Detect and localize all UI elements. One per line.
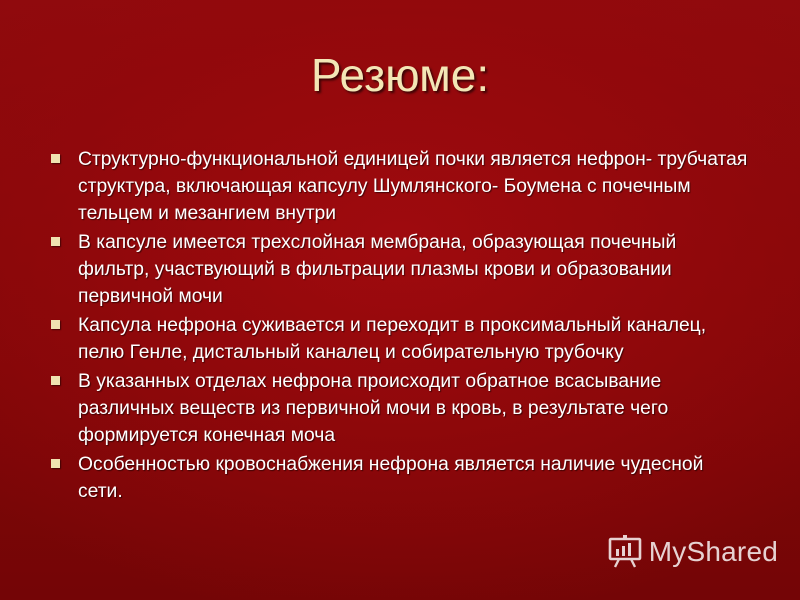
presentation-board-icon — [607, 534, 643, 570]
bullet-text: Капсула нефрона суживается и переходит в проксимальный каналец, пелю Генле, дистальный каналец и собирательную трубочку — [78, 315, 707, 363]
bullet-item — [48, 229, 748, 310]
bullet-text: В капсуле имеется трехслойная мембрана, образующая почечный фильтр, участвующий в фильтрации плазмы крови и образовании первичной мочи — [78, 232, 677, 307]
bullet-list — [48, 146, 748, 507]
square-bullet-icon — [51, 154, 60, 163]
bullet-item — [48, 451, 748, 505]
bullet-text: Особенностью кровоснабжения нефрона является наличие чудесной сети. — [78, 454, 704, 502]
bullet-text: Структурно-функциональной единицей почки является нефрон- трубчатая структура, включающая капсулу Шумлянского- Боумена с почечным тельцем и мезангием внутри — [78, 149, 748, 224]
myshared-watermark[interactable] — [607, 532, 778, 572]
bullet-item — [48, 146, 748, 227]
square-bullet-icon — [51, 459, 60, 468]
bullet-item — [48, 312, 748, 366]
watermark-text: MyShared — [648, 536, 778, 567]
bullet-item — [48, 368, 748, 449]
slide-title: Резюме: — [310, 49, 490, 101]
square-bullet-icon — [51, 320, 60, 329]
square-bullet-icon — [51, 376, 60, 385]
square-bullet-icon — [51, 237, 60, 246]
bullet-text: В указанных отделах нефрона происходит обратное всасывание различных веществ из первичной мочи в кровь, в результате чего формируется конечная моча — [78, 371, 669, 446]
